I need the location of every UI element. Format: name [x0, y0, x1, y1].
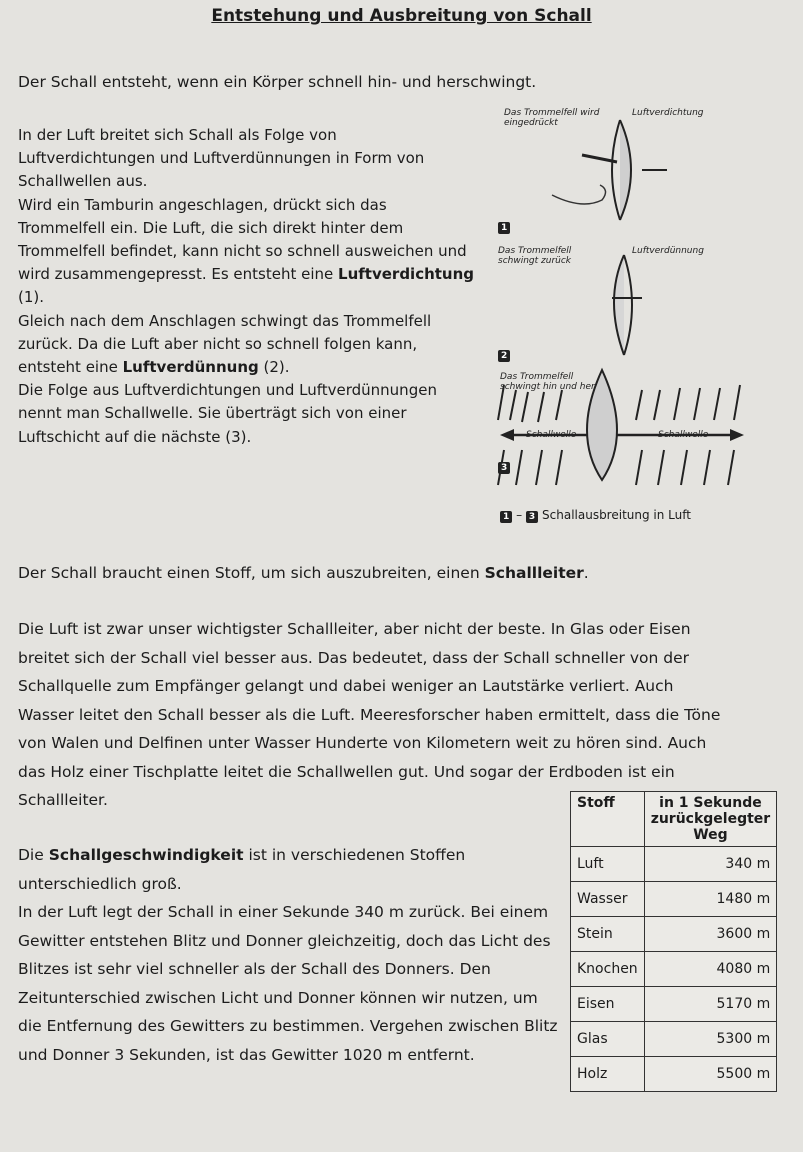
figure-illustration [492, 100, 752, 510]
paragraph-2: Wird ein Tamburin angeschlagen, drückt sich das Trommelfell ein. Die Luft, die sich direkt hinter dem Trommelfell befindet, kann nicht so schnell ausweichen und wird zusammengepresst. Es entsteht eine Luftverdichtung (1). [18, 195, 475, 307]
table-row: Stein 3600 m [571, 917, 777, 952]
caption-text: Schallausbreitung in Luft [542, 508, 691, 522]
caption-badge-1: 1 [500, 511, 512, 523]
paragraph-4: Die Folge aus Luftverdichtungen und Luftverdünnungen nennt man Schallwelle. Sie überträgt sich von einer Luftschicht auf die nächste (3). [18, 381, 437, 446]
label-trommelfell-2: Das Trommelfell schwingt zurück [498, 246, 572, 266]
label-trommelfell-3: Das Trommelfell schwingt hin und her [500, 372, 595, 392]
label-luftverdichtung: Luftverdichtung [632, 108, 704, 118]
schallgeschwindigkeit-paragraph: Die Schallgeschwindigkeit ist in verschiedenen Stoffen unterschiedlich groß. In der Luft legt der Schall in einer Sekunde 340 m zurück. Bei einem Gewitter entstehen Blitz und Donner gleichzeitig, doch das Licht des Blitzes ist sehr viel schneller als der Schall des Donners. Den Zeitunterschied zwischen Licht und Donner können wir nutzen, um die Entfernung des Gewitters zu bestimmen. Vergehen zwischen Blitz und Donner 3 Sekunden, ist das Gewitter 1020 m entfernt. [18, 846, 558, 1064]
header-stoff: Stoff [571, 792, 645, 847]
table-row: Holz 5500 m [571, 1057, 777, 1092]
label-schallwelle-right: Schallwelle [658, 430, 709, 440]
drum-membrane-1 [620, 120, 631, 220]
table-row: Glas 5300 m [571, 1022, 777, 1057]
term-luftverdichtung: Luftverdichtung [338, 265, 475, 284]
badge-1: 1 [498, 222, 510, 234]
speed-table [570, 791, 777, 1092]
label-schallwelle-left: Schallwelle [526, 430, 577, 440]
schallleiter-paragraph: Die Luft ist zwar unser wichtigster Schallleiter, aber nicht der beste. In Glas oder Eisen breitet sich der Schall viel besser aus. Das bedeutet, dass der Schall schneller von der Schallquelle zum Empfänger gelangt und dabei weniger an Lautstärke verliert. Auch Wasser leitet den Schall besser als die Luft. Meeresforscher haben ermittelt, dass die Töne von Walen und Delfinen unter Wasser Hunderte von Kilometern weit zu hören sind. Auch das Holz einer Tischplatte leitet die Schallwellen gut. Und sogar der Erdboden ist ein Schallleiter. [18, 620, 721, 809]
caption-badge-3: 3 [526, 511, 538, 523]
intro-text: Der Schall entsteht, wenn ein Körper schnell hin- und herschwingt. [18, 73, 537, 91]
term-luftverduennung: Luftverdünnung [122, 358, 259, 377]
paragraph-1: In der Luft breitet sich Schall als Folge von Luftverdichtungen und Luftverdünnungen in Form von Schallwellen aus. [18, 126, 425, 191]
term-schallgeschwindigkeit: Schallgeschwindigkeit [48, 846, 244, 864]
header-weg: in 1 Sekunde zurückgelegter Weg [644, 792, 777, 847]
figure-caption: 1 – 3 Schallausbreitung in Luft [500, 508, 691, 523]
sound-propagation-figure [492, 100, 752, 540]
label-luftverduennung: Luftverdünnung [632, 246, 704, 256]
table-row: Knochen 4080 m [571, 952, 777, 987]
table-header-row [571, 792, 777, 847]
table-row: Wasser 1480 m [571, 882, 777, 917]
explanation-column [18, 124, 478, 449]
page-title: Entstehung und Ausbreitung von Schall [211, 6, 592, 26]
paragraph-3: Gleich nach dem Anschlagen schwingt das Trommelfell zurück. Da die Luft aber nicht so schnell folgen kann, entsteht eine Luftverdünnung (2). [18, 311, 432, 377]
schallleiter-intro: Der Schall braucht einen Stoff, um sich auszubreiten, einen Schallleiter. [18, 564, 589, 582]
badge-2: 2 [498, 350, 510, 362]
label-trommelfell-1: Das Trommelfell wird eingedrückt [504, 108, 600, 128]
badge-3: 3 [498, 462, 510, 474]
table-row: Luft 340 m [571, 847, 777, 882]
table-row: Eisen 5170 m [571, 987, 777, 1022]
hand-icon [552, 185, 606, 204]
drum-membrane-2 [614, 255, 624, 355]
term-schallleiter: Schallleiter [484, 564, 584, 582]
